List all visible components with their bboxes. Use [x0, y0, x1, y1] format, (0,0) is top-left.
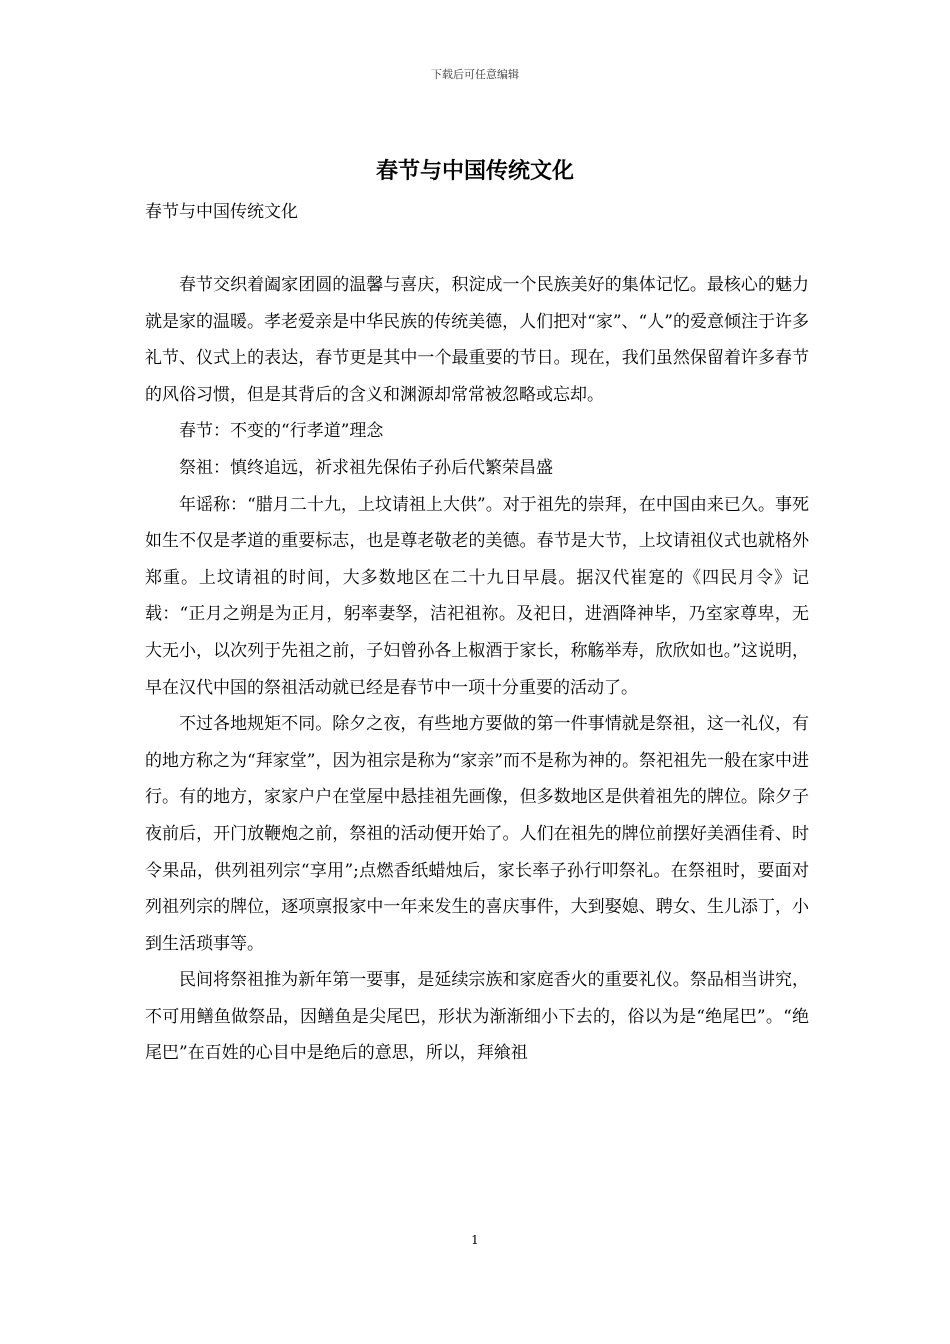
section-heading-ancestor-worship: 祭祖：慎终追远，祈求祖先保佑子孙后代繁荣昌盛	[179, 457, 553, 478]
document-title: 春节与中国传统文化	[375, 158, 574, 184]
section-heading-spring-festival: 春节：不变的“行孝道”理念	[179, 421, 384, 442]
document-body	[145, 267, 809, 1072]
document-subtitle: 春节与中国传统文化	[145, 202, 298, 222]
paragraph-intro: 春节交织着阖家团圆的温馨与喜庆，积淀成一个民族美好的集体记忆。最核心的魅力就是家的温暖。孝老爱亲是中华民族的传统美德，人们把对“家”、“人”的爱意倾注于许多礼节、仪式上的表达，春节更是其中一个最重要的节日。现在，我们虽然保留着许多春节的风俗习惯，但是其背后的含义和渊源却常常被忽略或忘却。	[145, 275, 809, 405]
page-number: 1	[471, 1233, 479, 1247]
paragraph-local-customs: 不过各地规矩不同。除夕之夜，有些地方要做的第一件事情就是祭祖，这一礼仪，有的地方称之为“拜家堂”，因为祖宗是称为“家亲”而不是称为神的。祭祀祖先一般在家中进行。有的地方，家家户户在堂屋中悬挂祖先画像，但多数地区是供着祖先的牌位。除夕子夜前后，开门放鞭炮之前，祭祖的活动便开始了。人们在祖先的牌位前摆好美酒佳肴、时令果品，供列祖列宗“享用”;点燃香纸蜡烛后，家长率子孙行叩祭礼。在祭祖时，要面对列祖列宗的牌位，逐项禀报家中一年来发生的喜庆事件，大到娶媳、聘女、生儿添丁，小到生活琐事等。	[145, 714, 809, 954]
page-header-note: 下载后可任意编辑	[431, 68, 519, 81]
paragraph-folk-rhyme: 年谣称：“腊月二十九，上坟请祖上大供”。对于祖先的崇拜，在中国由来已久。事死如生不仅是孝道的重要标志，也是尊老敬老的美德。春节是大节，上坟请祖仪式也就格外郑重。上坟请祖的时间，大多数地区在二十九日早晨。据汉代崔寔的《四民月令》记载：“正月之朔是为正月，躬率妻孥，洁祀祖祢。及祀日，进酒降神毕，乃室家尊卑，无大无小，以次列于先祖之前，子妇曾孙各上椒酒于家长，称觞举寿，欣欣如也。”这说明，早在汉代中国的祭祖活动就已经是春节中一项十分重要的活动了。	[145, 494, 809, 698]
paragraph-offerings: 民间将祭祖推为新年第一要事，是延续宗族和家庭香火的重要礼仪。祭品相当讲究，不可用鳝鱼做祭品，因鳝鱼是尖尾巴，形状为渐渐细小下去的，俗以为是“绝尾巴”。“绝尾巴”在百姓的心目中是绝后的意思，所以，拜飨祖	[145, 970, 809, 1064]
